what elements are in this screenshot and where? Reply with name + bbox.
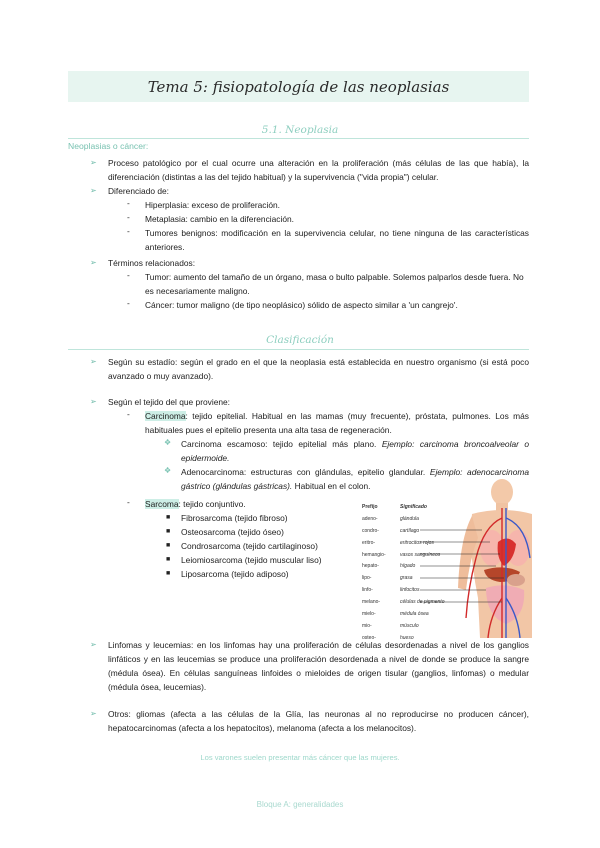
table-cell: músculo <box>400 622 419 629</box>
table-cell: eritrocitos rojos <box>400 539 434 546</box>
square-icon: ■ <box>166 556 171 563</box>
table-cell: glándula <box>400 515 419 522</box>
dash-icon: - <box>127 497 130 507</box>
dash-icon: - <box>127 212 130 222</box>
list-item-osteosarcoma: Osteosarcoma (tejido óseo) <box>181 527 284 537</box>
list-item-liposarcoma: Liposarcoma (tejido adiposo) <box>181 569 289 579</box>
section-rule <box>68 349 529 350</box>
table-cell: grasa <box>400 575 413 582</box>
list-item-metaplasia: Metaplasia: cambio en la diferenciación. <box>145 214 294 224</box>
dash-icon: - <box>127 409 130 419</box>
table-cell: condro- <box>362 527 379 534</box>
label-neoplasias: Neoplasias o cáncer: <box>68 141 149 151</box>
section-rule <box>68 138 529 139</box>
arrow-right-icon: ➢ <box>90 258 97 267</box>
table-cell: adeno- <box>362 515 378 522</box>
list-item-leiomiosarcoma: Leiomiosarcoma (tejido muscular liso) <box>181 555 322 565</box>
table-cell: mio- <box>362 622 372 629</box>
diamond-icon: ❖ <box>164 438 172 447</box>
paragraph-otros: Otros: gliomas (afecta a las células de la Glía, las neuronas al no reproducirse no producen cáncer), hepatocarcinomas (afecta a los hepatocitos), melanoma (afecta a los melanocitos). <box>108 709 529 733</box>
list-item-carcinoma <box>145 409 529 437</box>
arrow-right-icon: ➢ <box>90 709 97 718</box>
square-icon: ■ <box>166 528 171 535</box>
table-cell: eritro- <box>362 539 376 546</box>
sarcoma-text: : tejido conjuntivo. <box>178 499 246 509</box>
arrow-right-icon: ➢ <box>90 397 97 406</box>
square-icon: ■ <box>166 514 171 521</box>
table-header-prefijo: Prefijo <box>362 504 378 510</box>
title-band <box>68 71 529 102</box>
table-cell: osteo- <box>362 634 376 641</box>
dash-icon: - <box>127 226 130 236</box>
list-item-hiperplasia: Hiperplasia: exceso de proliferación. <box>145 200 281 210</box>
dash-icon: - <box>127 298 130 308</box>
table-cell: lipo- <box>362 575 372 582</box>
note-varones: Los varones suelen presentar más cáncer que las mujeres. <box>200 753 400 762</box>
footer: Bloque A: generalidades <box>256 800 344 809</box>
section-title-clasificacion: Clasificación <box>266 334 334 346</box>
table-cell: cartílago <box>400 527 420 534</box>
table-cell: hígado <box>400 563 416 570</box>
list-item-condrosarcoma: Condrosarcoma (tejido cartilaginoso) <box>181 541 318 551</box>
dash-icon: - <box>127 270 130 280</box>
sarcoma-highlight: Sarcoma <box>145 499 179 509</box>
list-item-sarcoma <box>145 497 246 511</box>
list-item-carcinoma-escamoso <box>181 437 529 465</box>
table-header-significado: Significado <box>400 504 427 510</box>
table-cell: hueso <box>400 634 414 641</box>
adenocarcinoma-tail: Habitual en el colon. <box>294 481 371 491</box>
section-title-neoplasia: 5.1. Neoplasia <box>261 124 339 136</box>
arrow-right-icon: ➢ <box>90 640 97 649</box>
table-cell: células de pigmento <box>400 599 445 606</box>
table-cell: linfo- <box>362 587 373 594</box>
adenocarcinoma-text: Adenocarcinoma: estructuras con glándulas, epitelio glandular. <box>181 467 426 477</box>
table-cell: hepato- <box>362 563 379 570</box>
arrow-right-icon: ➢ <box>90 357 97 366</box>
paragraph-estadio: Según su estadío: según el grado en el que la neoplasia está establecida en nuestro organismo (si está poco avanzado o muy avanzado). <box>108 357 529 381</box>
table-cell: mielo- <box>362 611 376 618</box>
adenocarcinoma-example: Ejemplo: adenocarcinoma gástrico (glándulas gástricas). <box>181 467 529 491</box>
table-cell: linfocitos <box>400 587 420 594</box>
square-icon: ■ <box>166 542 171 549</box>
list-item-fibrosarcoma: Fibrosarcoma (tejido fibroso) <box>181 513 288 523</box>
table-cell: hemangio- <box>362 551 386 558</box>
arrow-right-icon: ➢ <box>90 186 97 195</box>
heading-diferenciado: Diferenciado de: <box>108 186 169 196</box>
table-cell: vasos sanguíneos <box>400 551 441 558</box>
diamond-icon: ❖ <box>164 466 172 475</box>
carcinoma-highlight: Carcinoma <box>145 411 186 421</box>
anatomy-illustration <box>420 478 532 638</box>
list-item-tumores-benignos: Tumores benignos: modificación en la supervivencia celular, no tiene ninguna de las características anteriores. <box>145 228 529 252</box>
paragraph-proceso: Proceso patológico por el cual ocurre una alteración en la proliferación (más células de las que había), la diferenciación (distintas a las del tejido habitual) y la supervivencia ("vida propia") celular. <box>108 158 529 182</box>
table-cell: médula ósea <box>400 611 429 618</box>
paragraph-linfomas: Linfomas y leucemias: en los linfomas hay una proliferación de células desordenadas a nivel de los ganglios linfáticos y en las leucemias se produce una proliferación desordenada a nivel de donde se produce la sangre (médula ósea). En células sanguíneas linfoides o mieloides de origen tisular (ganglios, linfomas) o medular (médula ósea, leucemias). <box>108 640 529 692</box>
heading-terminos: Términos relacionados: <box>108 258 196 268</box>
list-item-cancer: Cáncer: tumor maligno (de tipo neoplásico) sólido de aspecto similar a 'un cangrejo'. <box>145 300 458 310</box>
list-item-tumor: Tumor: aumento del tamaño de un órgano, masa o bulto palpable. Solemos palparlos desde fuera. No es necesariamente maligno. <box>145 272 524 296</box>
carcinoma-escamoso-example: Ejemplo: carcinoma broncoalveolar o epidermoide. <box>181 439 530 463</box>
heading-tejido: Según el tejido del que proviene: <box>108 397 230 407</box>
arrow-right-icon: ➢ <box>90 158 97 167</box>
square-icon: ■ <box>166 570 171 577</box>
dash-icon: - <box>127 198 130 208</box>
carcinoma-text: : tejido epitelial. Habitual en las mamas (muy frecuente), próstata, pulmones. Los más habituales pues el epitelio presenta una alta tasa de regeneración. <box>145 411 529 435</box>
table-cell: melano- <box>362 599 381 606</box>
page-title: Tema 5: fisiopatología de las neoplasias <box>147 77 450 96</box>
carcinoma-escamoso-text: Carcinoma escamoso: tejido epitelial más plano. <box>181 439 377 449</box>
